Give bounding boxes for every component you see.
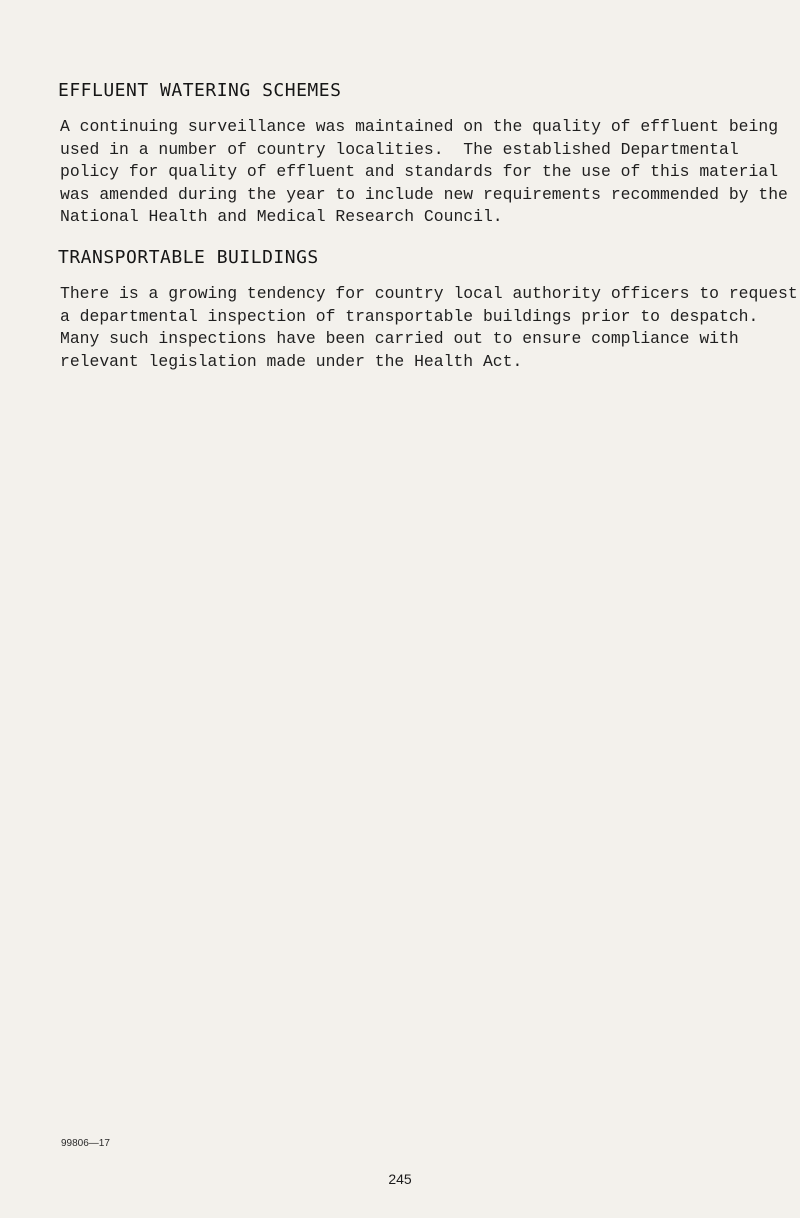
paragraph-line: National Health and Medical Research Council. <box>60 207 503 226</box>
print-job-code: 99806—17 <box>61 1138 110 1149</box>
paragraph-line: policy for quality of effluent and standards for the use of this material <box>60 162 779 181</box>
paragraph-line: a departmental inspection of transportable buildings prior to despatch. <box>60 306 759 326</box>
paragraph-line: used in a number of country localities. The established Departmental <box>60 139 739 159</box>
section-paragraph-transportable-buildings <box>60 283 798 373</box>
section-heading-effluent-watering-schemes: EFFLUENT WATERING SCHEMES <box>58 80 342 101</box>
paragraph-line: A continuing surveillance was maintained on the quality of effluent being <box>60 117 779 136</box>
paragraph-line: Many such inspections have been carried out to ensure compliance with <box>60 329 739 348</box>
page-number: 245 <box>388 1171 412 1187</box>
paragraph-line: There is a growing tendency for country local authority officers to request <box>60 284 798 303</box>
paragraph-line: relevant legislation made under the Health Act. <box>60 351 523 371</box>
section-heading-transportable-buildings: TRANSPORTABLE BUILDINGS <box>58 247 319 268</box>
section-paragraph-effluent-watering-schemes <box>60 116 788 229</box>
paragraph-line: was amended during the year to include new requirements recommended by the <box>60 184 788 204</box>
